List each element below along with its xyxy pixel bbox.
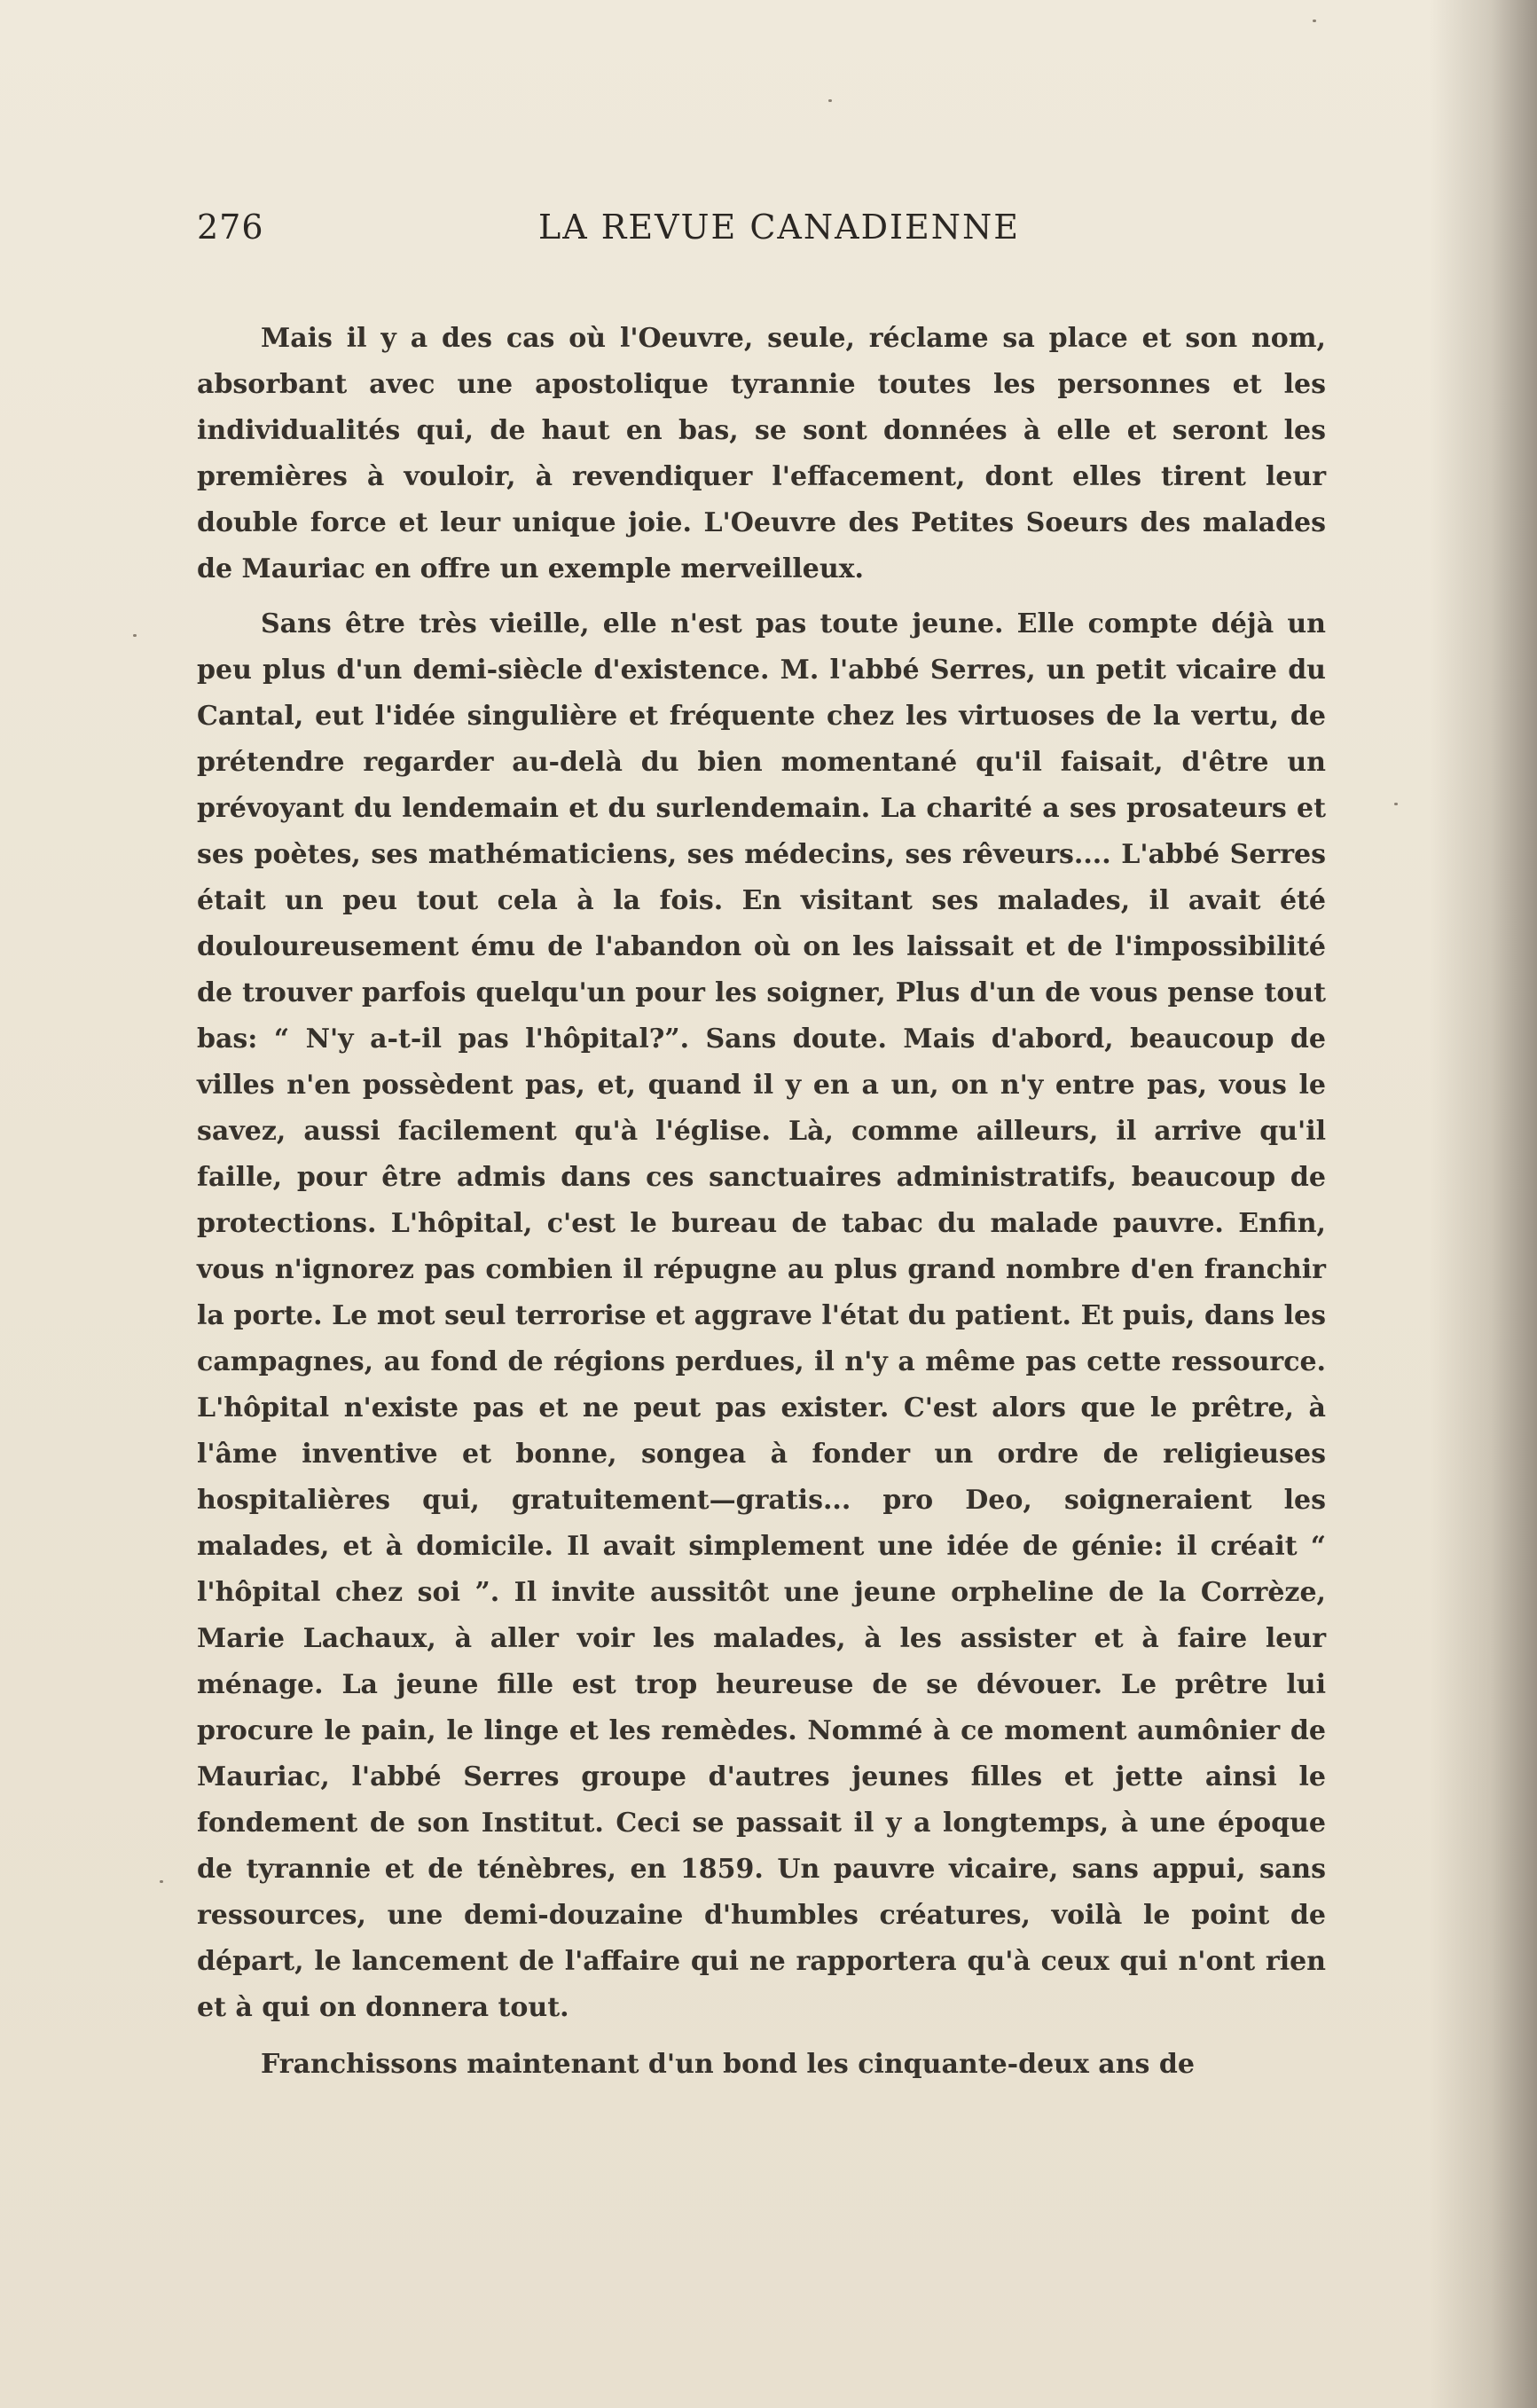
running-title: LA REVUE CANADIENNE <box>537 208 1021 247</box>
paper-speck <box>1313 20 1316 22</box>
paragraph-1: Mais il y a des cas où l'Oeuvre, seule, réclame sa place et son nom, absorbant avec une apostolique tyrannie toutes les personnes et les individualités qui, de haut en bas, se sont données à elle et seront les premières à vouloir, à revendiquer l'effacement, dont elles tirent leur double force et leur unique joie. L'Oeuvre des Petites Soeurs des malades de Mauriac en offre un exemple merveilleux. <box>197 323 1326 584</box>
page-number: 276 <box>197 208 264 247</box>
paragraph-3: Franchissons maintenant d'un bond les cinquante-deux ans de <box>261 2049 1195 2080</box>
body-text <box>197 316 1326 2088</box>
paper-speck <box>133 634 137 637</box>
page-header <box>197 208 1326 261</box>
paper-speck <box>1394 803 1398 805</box>
paper-speck <box>160 1880 163 1883</box>
paper-speck <box>828 99 832 102</box>
paragraph-2: Sans être très vieille, elle n'est pas toute jeune. Elle compte déjà un peu plus d'un demi-siècle d'existence. M. l'abbé Serres, un petit vicaire du Cantal, eut l'idée singulière et fréquente chez les virtuoses de la vertu, de prétendre regarder au-delà du bien momentané qu'il faisait, d'être un prévoyant du lendemain et du surlendemain. La charité a ses prosateurs et ses poètes, ses mathématiciens, ses médecins, ses rêveurs.... L'abbé Serres était un peu tout cela à la fois. En visitant ses malades, il avait été douloureusement ému de l'abandon où on les laissait et de l'impossibilité de trouver parfois quelqu'un pour les soigner, Plus d'un de vous pense tout bas: “ N'y a-t-il pas l'hôpital?”. Sans doute. Mais d'abord, beaucoup de villes n'en possèdent pas, et, quand il y en a un, on n'y entre pas, vous le savez, aussi facilement qu'à l'église. Là, comme ailleurs, il arrive qu'il faille, pour être admis dans ces sanctuaires administratifs, beaucoup de protections. L'hôpital, c'est le bureau de tabac du malade pauvre. Enfin, vous n'ignorez pas combien il répugne au plus grand nombre d'en franchir la porte. Le mot seul terrorise et aggrave l'état du patient. Et puis, dans les campagnes, au fond de régions perdues, il n'y a même pas cette ressource. L'hôpital n'existe pas et ne peut pas exister. C'est alors que le prêtre, à l'âme inventive et bonne, songea à fonder un ordre de religieuses hospitalières qui, gratuitement—gratis... pro Deo, soigneraient les malades, et à domicile. Il avait simplement une idée de génie: il créait “ l'hôpital chez soi ”. Il invite aussitôt une jeune orpheline de la Corrèze, Marie Lachaux, à aller voir les malades, à les assister et à faire leur ménage. La jeune fille est trop heureuse de se dévouer. Le prêtre lui procure le pain, le linge et les remèdes. Nommé à ce moment aumônier de Mauriac, l'abbé Serres groupe d'autres jeunes filles et jette ainsi le fondement de son Institut. Ceci se passait il y a longtemps, à une époque de tyrannie et de ténèbres, en 1859. Un pauvre vicaire, sans appui, sans ressources, une demi-douzaine d'humbles créatures, voilà le point de départ, le lancement de l'affaire qui ne rapportera qu'à ceux qui n'ont rien et à qui on donnera tout. <box>197 608 1326 2023</box>
